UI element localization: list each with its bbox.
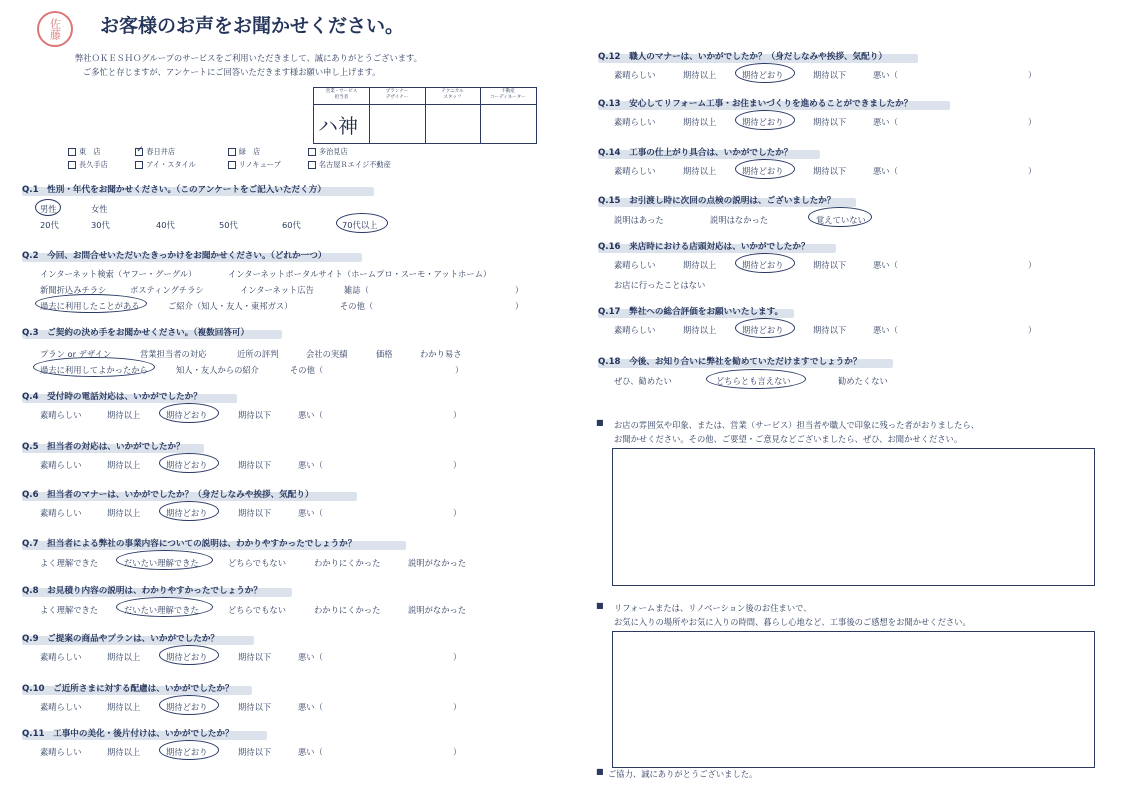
q13-rating-option[interactable]: 期待以下 (813, 117, 847, 127)
q4-rating-option[interactable]: 素晴らしい (40, 410, 82, 420)
q7-circle (116, 550, 213, 570)
q6-rating-option[interactable]: 期待以下 (238, 508, 272, 518)
q18-title: Q.18 今後、お知り合いに弊社を勧めていただけますでしょうか？ (598, 357, 862, 367)
q5-rating-option[interactable]: 素晴らしい (40, 460, 82, 470)
q12-rating-option[interactable]: 素晴らしい (614, 70, 656, 80)
q4-rating-option[interactable]: 悪い（ (298, 410, 323, 420)
q9-rating-option[interactable]: 素晴らしい (40, 652, 82, 662)
q17-paren-close: ） (1028, 325, 1037, 335)
q14-rating-option[interactable]: 期待以下 (813, 166, 847, 176)
q1-age-40[interactable]: 40代 (156, 220, 175, 230)
q16-rating-option[interactable]: 悪い（ (873, 260, 898, 270)
q10-rating-option[interactable]: 期待どおり (166, 702, 208, 712)
store-option-checked[interactable]: ✓ 春日井店 (136, 145, 176, 156)
q2-past-circle (35, 294, 147, 313)
staff-table (313, 87, 537, 144)
q9-rating-option[interactable]: 期待以上 (107, 652, 141, 662)
q18-opt[interactable]: どちらとも言えない (716, 376, 791, 386)
q11-rating-option[interactable]: 素晴らしい (40, 747, 82, 757)
q10-title: Q.10 ご近所さまに対する配慮は、いかがでしたか？ (22, 684, 234, 694)
q8-opt[interactable]: だいたい理解できた (124, 605, 199, 615)
q9-title: Q.9 ご提案の商品やプランは、いかがでしたか？ (22, 634, 220, 644)
q14-rating-option[interactable]: 期待どおり (742, 166, 784, 176)
store-option[interactable]: 長久手店 (68, 158, 133, 171)
q4-selected-circle (159, 403, 219, 423)
q1-male-circle (35, 199, 61, 216)
q12-paren-close: ） (1028, 70, 1037, 80)
q16-opt-never[interactable]: お店に行ったことはない (614, 280, 706, 290)
lead-line-2: ご多忙と存じますが、アンケートにご回答いただきます様お願い申し上げます。 (83, 67, 381, 77)
q6-paren-close: ） (453, 508, 462, 518)
q3-opt-reputation[interactable]: 近所の評判 (237, 349, 279, 359)
q10-rating-option[interactable]: 期待以下 (238, 702, 272, 712)
q8-circle (116, 597, 213, 617)
q2-opt-search[interactable]: インターネット検索（ヤフー・グーグル） (40, 269, 197, 279)
q8-opt[interactable]: わかりにくかった (314, 605, 381, 615)
q2-opt-referral[interactable]: ご紹介（知人・友人・東邦ガス） (168, 301, 293, 311)
lead-line-1: 弊社ＯＫＥＳＨＯグループのサービスをご利用いただきまして、誠にありがとうございます。 (75, 53, 422, 63)
q7-opt[interactable]: 説明がなかった (408, 558, 467, 568)
q2-paren-close: ） (515, 301, 524, 311)
q16-rating-option[interactable]: 素晴らしい (614, 260, 656, 270)
q1-age-20[interactable]: 20代 (40, 220, 59, 230)
q2-opt-posting[interactable]: ポスティングチラシ (130, 285, 204, 295)
q1-gender-male[interactable]: 男性 (40, 204, 57, 214)
q14-selected-circle (735, 159, 795, 179)
q2-opt-portal[interactable]: インターネットポータルサイト（ホームプロ・スーモ・アットホーム） (228, 269, 492, 279)
q10-rating-option[interactable]: 期待以上 (107, 702, 141, 712)
q7-opt[interactable]: わかりにくかった (314, 558, 381, 568)
q1-age-60[interactable]: 60代 (282, 220, 301, 230)
q14-rating-option[interactable]: 期待以上 (683, 166, 717, 176)
q4-paren-close: ） (453, 410, 462, 420)
q17-title: Q.17 弊社への総合評価をお願いいたします。 (598, 307, 784, 317)
q1-gender-female[interactable]: 女性 (91, 204, 108, 214)
q5-paren-close: ） (453, 460, 462, 470)
q8-title: Q.8 お見積り内容の説明は、わかりやすかったでしょうか？ (22, 586, 262, 596)
q16-selected-circle (735, 253, 795, 273)
store-option[interactable]: リノキューブ (228, 158, 306, 171)
q16-title: Q.16 来店時における店頭対応は、いかがでしたか？ (598, 242, 810, 252)
q5-rating-option[interactable]: 期待どおり (166, 460, 208, 470)
q8-opt[interactable]: どちらでもない (228, 605, 286, 615)
q11-paren-close: ） (453, 747, 462, 757)
q12-rating-option[interactable]: 期待以下 (813, 70, 847, 80)
page-title: お客様のお声をお聞かせください。 (100, 15, 405, 37)
q4-rating-option[interactable]: 期待どおり (166, 410, 208, 420)
q12-rating-option[interactable]: 期待どおり (742, 70, 784, 80)
q6-title: Q.6 担当者のマナーは、いかがでしたか？（身だしなみや挨拶、気配り） (22, 490, 314, 500)
store-option[interactable]: 名古屋Ｒエイジ不動産 (308, 160, 391, 169)
comment1-bullet: ■ (596, 418, 604, 427)
q9-rating-option[interactable]: 期待以下 (238, 652, 272, 662)
q6-rating-option[interactable]: 期待以上 (107, 508, 141, 518)
q8-opt[interactable]: 説明がなかった (408, 605, 467, 615)
q4-rating-option[interactable]: 期待以上 (107, 410, 141, 420)
q5-rating-option[interactable]: 悪い（ (298, 460, 323, 470)
q7-opt[interactable]: よく理解できた (40, 558, 99, 568)
q5-title: Q.5 担当者の対応は、いかがでしたか？ (22, 442, 185, 452)
staff-header-technical: テクニカル スタッフ (441, 89, 464, 100)
q17-selected-circle (735, 318, 795, 338)
q6-rating-option[interactable]: 悪い（ (298, 508, 323, 518)
stamp (37, 11, 73, 47)
q13-rating-option[interactable]: 素晴らしい (614, 117, 656, 127)
footer-bullet: ■ (596, 767, 604, 776)
q15-title: Q.15 お引渡し時に次回の点検の説明は、ございましたか？ (598, 196, 836, 206)
q3-opt-other[interactable]: その他（ (290, 365, 324, 375)
q11-title: Q.11 工事中の美化・後片付けは、いかがでしたか？ (22, 729, 234, 739)
q2-opt-magazine[interactable]: 雑誌（ (344, 285, 369, 295)
q9-selected-circle (159, 645, 219, 665)
q17-rating-option[interactable]: 悪い（ (873, 325, 898, 335)
q18-opt[interactable]: 勧めたくない (838, 376, 888, 386)
q6-selected-circle (159, 501, 219, 521)
q16-rating-option[interactable]: 期待どおり (742, 260, 784, 270)
q11-selected-circle (159, 740, 219, 760)
q15-opt[interactable]: 説明はあった (614, 215, 664, 225)
staff-value-sales[interactable]: ハ神 (318, 114, 358, 138)
q17-rating-option[interactable]: 期待どおり (742, 325, 784, 335)
q13-paren-close: ） (1028, 117, 1037, 127)
q2-paren-close: ） (515, 285, 524, 295)
q13-rating-option[interactable]: 期待どおり (742, 117, 784, 127)
q11-rating-option[interactable]: 悪い（ (298, 747, 323, 757)
q17-rating-option[interactable]: 素晴らしい (614, 325, 656, 335)
q12-rating-option[interactable]: 期待以上 (683, 70, 717, 80)
q9-rating-option[interactable]: 期待どおり (166, 652, 208, 662)
q2-title: Q.2 今回、お問合せいただいたきっかけをお聞かせください。（どれか一つ） (22, 251, 327, 261)
q4-title: Q.4 受付時の電話対応は、いかがでしたか？ (22, 392, 202, 402)
q14-rating-option[interactable]: 素晴らしい (614, 166, 656, 176)
q18-opt[interactable]: ぜひ、勧めたい (614, 376, 672, 386)
q16-rating-option[interactable]: 期待以下 (813, 260, 847, 270)
q17-rating-option[interactable]: 期待以下 (813, 325, 847, 335)
q10-paren-close: ） (453, 702, 462, 712)
q12-title: Q.12 職人のマナーは、いかがでしたか？（身だしなみや挨拶、気配り） (598, 52, 887, 62)
q6-rating-option[interactable]: 期待どおり (166, 508, 208, 518)
q5-selected-circle (159, 453, 219, 473)
q13-rating-option[interactable]: 期待以上 (683, 117, 717, 127)
q14-title: Q.14 工事の仕上がり具合は、いかがでしたか？ (598, 148, 793, 158)
staff-header-realestate: 不動産 コーディネーター (490, 89, 526, 100)
q7-opt[interactable]: どちらでもない (228, 558, 286, 568)
store-list (68, 145, 391, 171)
comment2-box[interactable] (612, 631, 1095, 768)
comment2-bullet: ■ (596, 601, 604, 610)
q15-opt[interactable]: 説明はなかった (710, 215, 769, 225)
q16-paren-close: ） (1028, 260, 1037, 270)
q5-rating-option[interactable]: 期待以下 (238, 460, 272, 470)
q3-opt-sales[interactable]: 営業担当者の対応 (140, 349, 207, 359)
footer-thanks: ご協力、誠にありがとうございました。 (608, 769, 758, 779)
q3-opt-price[interactable]: 価格 (376, 349, 393, 359)
q9-rating-option[interactable]: 悪い（ (298, 652, 323, 662)
q2-opt-other[interactable]: その他（ (340, 301, 374, 311)
q12-rating-option[interactable]: 悪い（ (873, 70, 898, 80)
q3-opt-record[interactable]: 会社の実績 (306, 349, 348, 359)
stamp-text: 佐藤 (48, 18, 62, 40)
q1-age-30[interactable]: 30代 (91, 220, 110, 230)
q14-paren-close: ） (1028, 166, 1037, 176)
q1-age-circle (336, 213, 388, 233)
q13-selected-circle (735, 110, 795, 130)
q3-opt-clarity[interactable]: わかり易さ (420, 349, 462, 359)
q1-title: Q.1 性別・年代をお聞かせください。（このアンケートをご記入いただく方） (22, 185, 326, 195)
q1-age-50[interactable]: 50代 (219, 220, 238, 230)
store-option[interactable]: 緑 店 (228, 145, 306, 158)
q3-past-circle (33, 357, 155, 377)
q16-rating-option[interactable]: 期待以上 (683, 260, 717, 270)
comment1-line1: お店の雰囲気や印象、または、営業（サービス）担当者や職人で印象に残った者がおりましたら、 (614, 420, 980, 430)
q10-selected-circle (159, 695, 219, 715)
q12-selected-circle (735, 63, 795, 83)
q2-opt-netad[interactable]: インターネット広告 (240, 285, 314, 295)
q4-rating-option[interactable]: 期待以下 (238, 410, 272, 420)
q13-title: Q.13 安心してリフォーム工事・お住まいづくりを進めることができましたか？ (598, 99, 913, 109)
q3-opt-plan[interactable]: プラン or デザイン (40, 349, 112, 359)
comment2-line1: リフォームまたは、リノベーション後のお住まいで、 (614, 603, 812, 613)
comment1-box[interactable] (612, 448, 1095, 586)
q13-rating-option[interactable]: 悪い（ (873, 117, 898, 127)
store-option[interactable]: アイ・スタイル (135, 158, 225, 171)
q6-rating-option[interactable]: 素晴らしい (40, 508, 82, 518)
q3-title: Q.3 ご契約の決め手をお聞かせください。（複数回答可） (22, 328, 250, 338)
q14-rating-option[interactable]: 悪い（ (873, 166, 898, 176)
q5-rating-option[interactable]: 期待以上 (107, 460, 141, 470)
comment1-line2: お聞かせください。その他、ご要望・ご意見などございましたら、ぜひ、お聞かせください。 (614, 434, 963, 444)
store-option[interactable]: 多治見店 (308, 147, 348, 156)
q9-paren-close: ） (453, 652, 462, 662)
comment2-line2: お気に入りの場所やお気に入りの時間、暮らし心地など、工事後のご感想をお聞かせください。 (614, 617, 971, 627)
q18-circle (706, 369, 806, 389)
staff-header-planner: プランナー デザイナー (385, 89, 409, 100)
q11-rating-option[interactable]: 期待以上 (107, 747, 141, 757)
q3-opt-past[interactable]: 過去に利用してよかったから (40, 365, 148, 375)
q2-opt-newspaper[interactable]: 新聞折込みチラシ (40, 285, 107, 295)
q1-age-70plus[interactable]: 70代以上 (342, 220, 378, 230)
q2-opt-past[interactable]: 過去に利用したことがある (40, 301, 140, 311)
q15-opt[interactable]: 覚えていない (816, 215, 866, 225)
q11-rating-option[interactable]: 期待以下 (238, 747, 272, 757)
q10-rating-option[interactable]: 悪い（ (298, 702, 323, 712)
q10-rating-option[interactable]: 素晴らしい (40, 702, 82, 712)
q8-opt[interactable]: よく理解できた (40, 605, 99, 615)
q17-rating-option[interactable]: 期待以上 (683, 325, 717, 335)
q11-rating-option[interactable]: 期待どおり (166, 747, 208, 757)
q7-opt[interactable]: だいたい理解できた (124, 558, 199, 568)
store-option[interactable]: 東 店 (68, 145, 133, 158)
q7-title: Q.7 担当者による弊社の事業内容についての説明は、わかりやすかったでしょうか？ (22, 539, 357, 549)
q15-circle (808, 207, 872, 227)
q3-opt-referral[interactable]: 知人・友人からの紹介 (176, 365, 259, 375)
staff-header-sales: 営業・サービス 担当者 (325, 89, 358, 100)
q3-paren-close: ） (455, 365, 464, 375)
